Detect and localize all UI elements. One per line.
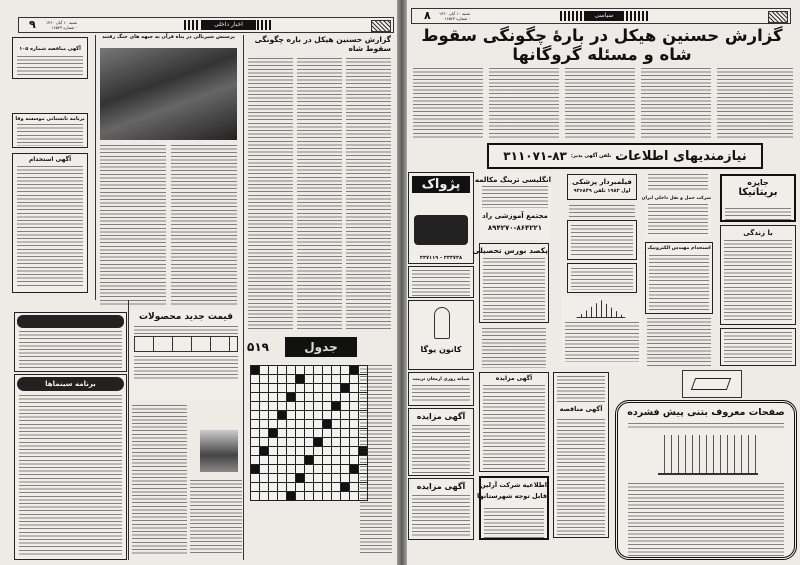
crossword-cell [350,456,359,465]
portrait-photo [200,430,238,472]
crossword-cell [278,456,287,465]
crossword-cell [314,411,323,420]
crossword-cell [332,411,341,420]
crossword-cell [314,366,323,375]
crossword-cell [296,429,305,438]
crossword-cell [278,393,287,402]
crossword-cell [287,474,296,483]
notice-ad [567,263,637,293]
crossword-cell [314,384,323,393]
crossword-cell [296,447,305,456]
yoga-ad: کانون یوگا [408,300,474,370]
crossword-cell [332,375,341,384]
crossword-cell [296,411,305,420]
life-ad: با زندگی [720,225,796,325]
header-ornament [184,20,199,30]
crossword-cell [260,474,269,483]
crossword-cell [332,429,341,438]
crossword-cell [260,438,269,447]
crossword-cell [305,438,314,447]
cinema-title: برنامه سینماها [17,377,124,391]
column-rule [243,35,244,560]
crossword-cell [287,393,296,402]
crossword-cell [314,492,323,501]
crossword-cell [278,429,287,438]
crossword-cell [296,474,305,483]
crossword-cell [323,384,332,393]
crossword-cell [305,483,314,492]
page-number: ۹ [29,18,36,31]
crossword-cell [278,474,287,483]
newspaper-logo [768,11,788,23]
crossword-cell [350,384,359,393]
crossword-cell [287,402,296,411]
crossword-cell [332,447,341,456]
company-ad [720,328,796,366]
yoga-figure-icon [434,307,450,339]
crossword-cell [278,492,287,501]
crossword-cell [251,411,260,420]
school-ad: شبانه روزی ارمغان تربیت [408,372,474,406]
crossword-cell [269,411,278,420]
crossword-cell [296,492,305,501]
crossword-cell [260,429,269,438]
crossword-cell [341,492,350,501]
crossword-cell [296,420,305,429]
crossword-cell [251,393,260,402]
crossword-cell [341,483,350,492]
crossword-cell [314,402,323,411]
classifieds-title: نیازمندیهای اطلاعات [615,148,747,164]
concrete-logo [682,370,742,398]
crossword-cell [350,366,359,375]
crossword-cell [269,492,278,501]
crossword-cell [350,411,359,420]
column-rule [95,35,96,300]
crossword-cell [341,393,350,402]
crossword-cell [260,492,269,501]
crossword-cell [314,420,323,429]
crossword-cell [278,438,287,447]
english-ad: انگلیسی ترینگ مکالمه مجتمع آموزشی راد ۸۹۴۲۷۰-۸۶۴۲۲۱ [479,172,551,240]
crossword-cell [314,438,323,447]
cinema-listings [14,374,127,560]
crossword-cell [332,420,341,429]
crossword-cell [341,411,350,420]
crossword-cell [269,447,278,456]
ads-text [647,318,711,366]
article-text [489,68,559,138]
crossword-cell [314,483,323,492]
crossword-cell [251,420,260,429]
crossword-cell [278,465,287,474]
crossword-cell [287,366,296,375]
crossword-cell [251,447,260,456]
article-text [297,58,342,330]
crossword-cell [296,393,305,402]
crossword-cell [251,474,260,483]
crossword-cell [269,483,278,492]
column-rule [128,300,129,560]
crossword-cell [260,375,269,384]
section-label: اخبار داخلی [201,20,256,30]
crossword-cell [269,420,278,429]
crossword-grid [250,365,368,501]
page-number: ۸ [424,9,431,22]
news-photo [100,48,237,140]
crossword-cell [350,375,359,384]
crossword-cell [305,411,314,420]
crossword-cell [341,420,350,429]
crossword-cell [260,456,269,465]
crossword-cell [305,402,314,411]
crossword-cell [296,366,305,375]
crossword-cell [269,393,278,402]
crossword-cell [314,393,323,402]
crossword-cell [287,465,296,474]
crossword-cell [269,456,278,465]
crossword-cell [296,465,305,474]
crossword-cell [287,483,296,492]
left-page-header [18,17,394,33]
right-page [407,0,800,565]
prices-table [134,336,238,352]
crossword-cell [269,465,278,474]
crossword-cell [260,483,269,492]
article-text [100,145,166,305]
article-text [413,68,483,138]
crossword-cell [251,366,260,375]
crossword-cell [323,411,332,420]
crossword-cell [296,375,305,384]
crossword-cell [332,438,341,447]
crossword-number: ۵۱۹ [247,340,269,354]
crossword-cell [251,456,260,465]
classifieds-phone: ۳۱۱۰۷۱-۸۳ [503,149,567,163]
crossword-cell [260,420,269,429]
crossword-cell [251,483,260,492]
crossword-cell [260,384,269,393]
crossword-cell [287,375,296,384]
crossword-cell [260,465,269,474]
crossword-cell [278,420,287,429]
circus-ad [562,296,642,366]
section-label: سیاسی [584,11,624,21]
crossword-cell [269,438,278,447]
page-date: شنبه ۱۰ آبان ۱۳۶۰ - شماره ۱۶۵۴۳ [45,20,77,30]
photo-caption: پرستش شیربالی در پناه قرآن به جبهه های جنگ رفتند [102,34,235,40]
article-text [565,68,635,138]
crossword-cell [269,366,278,375]
crossword-cell [332,393,341,402]
crossword-cell [305,456,314,465]
crossword-cell [350,393,359,402]
crossword-cell [332,366,341,375]
classifieds-phone-label: تلفن آگهی پذیر: [570,153,612,159]
crossword-cell [332,456,341,465]
header-ornament [257,20,272,30]
crossword-cell [269,429,278,438]
tent-icon [576,300,626,318]
crossword-cell [287,411,296,420]
crossword-cell [278,483,287,492]
crossword-cell [323,438,332,447]
crossword-cell [251,465,260,474]
repair-ad [567,220,637,260]
crossword-cell [341,429,350,438]
crossword-cell [251,402,260,411]
crossword-cell [305,492,314,501]
crossword-cell [350,429,359,438]
crossword-cell [350,483,359,492]
airline-notice: اطلاعیه شرکت آرلین قابل توجه شهرستانها [479,476,549,540]
crossword-cell [296,456,305,465]
crossword-cell [278,366,287,375]
crossword-cell [278,384,287,393]
crossword-cell [323,483,332,492]
ads-text [132,405,187,555]
crossword-cell [305,465,314,474]
main-headline: گزارش حسنین هیکل در بارهٔ چگونگی سقوط شاه و مسئله گروگانها [421,26,783,64]
crossword-cell [278,402,287,411]
crossword-cell [305,366,314,375]
cinema-listings-1 [14,312,127,372]
crossword-cell [251,375,260,384]
crossword-cell [296,483,305,492]
crossword-cell [296,438,305,447]
article-text [248,58,293,330]
crossword-title: جدول [285,337,357,357]
crossword-cell [323,456,332,465]
header-ornament [626,11,648,21]
crossword-cell [287,438,296,447]
crossword-cell [287,384,296,393]
crossword-cell [350,447,359,456]
crossword-cell [278,411,287,420]
film-ad: فیلمبردار پزشکی اول ۱۹۸۳ تلفن ۹۳۶۸۴۹ [567,174,637,200]
auction-ad-1: آگهی مزایده [408,408,474,476]
crossword-cell [341,384,350,393]
crossword-cell [350,492,359,501]
crossword-cell [269,375,278,384]
crossword-cell [341,474,350,483]
crossword-cell [332,465,341,474]
crossword-cell [350,438,359,447]
scholarship-ad: یکصد بورس تحصیلی [479,243,549,323]
crossword-cell [341,438,350,447]
crossword-cell [323,447,332,456]
crossword-cell [251,429,260,438]
crossword-cell [341,456,350,465]
crossword-cell [323,429,332,438]
crossword-cell [260,402,269,411]
crossword-cell [251,492,260,501]
article-headline: گزارش حسنین هیکل در باره چگونگی سقوط شاه [254,35,391,53]
crossword-cell [350,474,359,483]
crossword-cell [305,420,314,429]
crossword-cell [341,402,350,411]
crossword-cell [278,447,287,456]
crossword-cell [305,393,314,402]
page-gutter [397,0,407,565]
employment-ad: آگهی استخدام [12,153,88,293]
transport-ad: شرکت حمل و نقل داخلی ایران [645,172,711,238]
auction-ad-3: آگهی مزایده [479,372,549,472]
article-text [641,68,711,138]
classifieds-banner [487,143,763,169]
crossword-cell [323,492,332,501]
crossword-cell [341,366,350,375]
crossword-cell [305,384,314,393]
crossword-cell [332,492,341,501]
crossword-cell [323,366,332,375]
ads-text [569,205,635,217]
crossword-cell [287,492,296,501]
tender-ad: آگهی مناقصه [553,372,609,538]
crossword-cell [341,465,350,474]
crossword-cell [341,375,350,384]
page-date: شنبه ۱۰ آبان ۱۳۶۰ - شماره ۱۶۵۴۳ [438,11,470,21]
notice-ad [408,266,474,298]
crossword-cell [260,447,269,456]
crossword-cell [314,447,323,456]
article-text [717,68,793,138]
crossword-cell [332,483,341,492]
crossword-cell [305,429,314,438]
crossword-cell [296,402,305,411]
crossword-cell [260,411,269,420]
crossword-cell [305,447,314,456]
concrete-slabs-ad: صفحات معروف بتنی پیش فشرده [615,400,797,560]
crossword-cell [287,420,296,429]
crossword-cell [287,456,296,465]
crossword-cell [323,375,332,384]
crossword-clues [360,365,392,555]
crossword-cell [341,447,350,456]
crossword-cell [296,384,305,393]
crossword-cell [287,429,296,438]
crossword-cell [269,474,278,483]
article-text [171,145,237,305]
header-ornament [560,11,582,21]
crossword-cell [332,384,341,393]
engineer-ad: استخدام مهندس الکترونیک [645,242,713,314]
ads-text [190,480,242,555]
crossword-cell [314,465,323,474]
crossword-cell [251,384,260,393]
crossword-cell [350,465,359,474]
crossword-cell [323,420,332,429]
crossword-cell [323,393,332,402]
pejvak-ad: پژواک ۳۳۳۷۳۸ - ۳۳۷۱۱۹ [408,172,474,264]
prices-box: قیمت جدید محصولات [130,310,242,400]
crossword-cell [323,402,332,411]
crossword-cell [278,375,287,384]
crossword-cell [332,402,341,411]
right-page-header [411,8,791,24]
crossword-cell [314,474,323,483]
newspaper-logo [371,20,391,32]
crossword-cell [332,474,341,483]
ads-text [482,328,546,368]
crossword-cell [287,447,296,456]
crossword-cell [323,465,332,474]
crossword-cell [305,375,314,384]
crossword-cell [350,420,359,429]
crossword-cell [260,393,269,402]
auction-ad-2: آگهی مزایده [408,478,474,540]
crossword-cell [314,429,323,438]
construction-illustration [658,435,758,475]
crossword-cell [260,366,269,375]
crossword-cell [350,402,359,411]
article-text [346,58,391,330]
left-page [0,0,397,565]
tender-notice: آگهی مناقصه شماره ۱۰۵ [12,37,88,79]
crossword-cell [314,375,323,384]
crossword-cell [323,474,332,483]
crossword-cell [269,402,278,411]
program-notice: برنامه تابستانی موسسه وفا [12,113,88,148]
crossword-cell [251,438,260,447]
crossword-cell [314,456,323,465]
crossword-cell [269,384,278,393]
crossword-cell [305,474,314,483]
britannica-prize-ad: جایزه بریتانیکا [720,174,796,222]
